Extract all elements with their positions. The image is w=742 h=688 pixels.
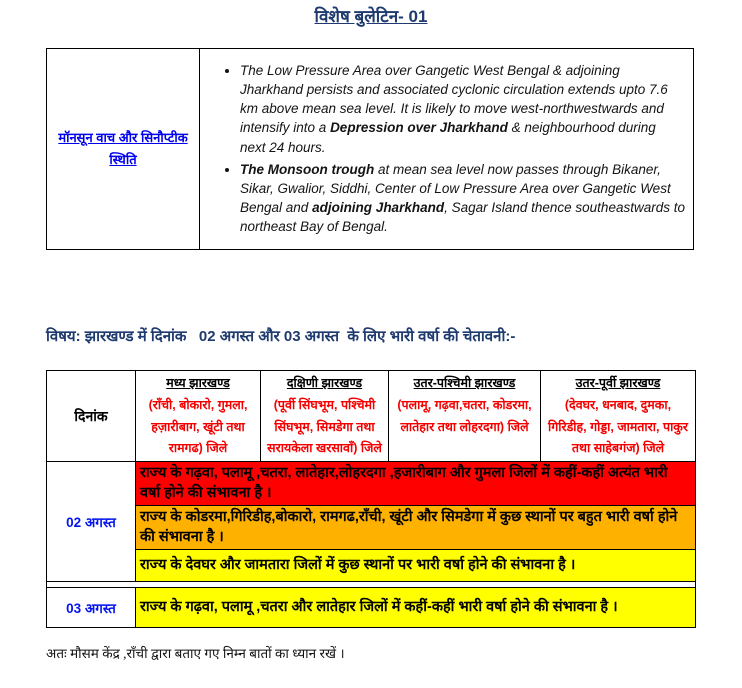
bullet-text-bold: adjoining Jharkhand [312, 200, 445, 216]
warning-cell-heavy: राज्य के गढ़वा, पलामू ,चतरा और लातेहार जिलों में कहीं-कहीं भारी वर्षा होने की संभावना है । [136, 588, 696, 628]
bullet-text-bold: The Monsoon trough [240, 161, 375, 177]
region-title: दक्षिणी झारखण्ड [286, 376, 363, 390]
bullet-text-bold: Depression over Jharkhand [330, 120, 508, 136]
date-column-header: दिनांक [47, 371, 136, 462]
synoptic-bullet [240, 160, 685, 237]
warning-row [47, 550, 696, 582]
warning-cell-very-heavy: राज्य के कोडरमा,गिरिडीह,बोकारो, रामगढ,रॉंची, खूंटी और सिमडेगा में कुछ स्थानों पर बहुत भारी वर्षा होने की संभावना है । [136, 506, 696, 550]
warning-row [47, 588, 696, 628]
bullet-text: , Sagar Island thence southeastwards to northeast Bay of Bengal. [240, 200, 685, 235]
synoptic-table [46, 48, 694, 250]
synoptic-bullet-list [200, 61, 685, 236]
region-column-header [136, 371, 261, 462]
warning-cell-heavy: राज्य के देवघर और जामतारा जिलों में कुछ स्थानों पर भारी वर्षा होने की संभावना है । [136, 550, 696, 582]
region-districts: (पलामू, गढ़वा,चतरा, कोडरमा, लातेहार तथा लोहरदगा) जिले [397, 398, 532, 434]
warning-table-header-row [47, 371, 696, 462]
date-cell: 02 अगस्त [47, 462, 136, 582]
region-column-header [261, 371, 389, 462]
synoptic-bullet [240, 61, 685, 157]
synoptic-content [200, 49, 694, 250]
bullet-text: at mean sea level now passes through Bikaner, Sikar, Gwalior, Siddhi, Center of Low Pressure Area over Gangetic West Bengal and [240, 161, 671, 216]
subject-heading: विषय: झारखण्ड में दिनांक 02 अगस्त और 03 अगस्त के लिए भारी वर्षा की चेतावनी:- [46, 328, 516, 345]
region-districts: (पूर्वी सिंघभूम, पश्चिमी सिंघभूम, सिमडेगा तथा सरायकेला खरसावाँ) जिले [267, 398, 382, 455]
footer-note: अतः मौसम केंद्र ,राँची द्वारा बताए गए निम्न बातों का ध्यान रखें । [46, 646, 345, 661]
synoptic-row [47, 49, 694, 250]
region-title: उतर-पूर्वी झारखण्ड [575, 376, 661, 390]
warning-row [47, 462, 696, 506]
page-title: विशेष बुलेटिन- 01 [314, 7, 428, 26]
synoptic-label: मॉनसून वाच और सिनौप्टीक स्थिति [47, 49, 200, 250]
region-column-header [389, 371, 541, 462]
region-title: उतर-पश्चिमी झारखण्ड [413, 376, 516, 390]
warning-cell-extremely-heavy: राज्य के गढ़वा, पलामू ,चतरा, लातेहार,लोहरदगा ,हजारीबाग और गुमला जिलों में कहीं-कहीं अत्यंत भारी वर्षा होने की संभावना है । [136, 462, 696, 506]
bullet-text: & neighbourhood during next 24 hours. [240, 120, 656, 155]
region-districts: (देवघर, धनबाद, दुमका, गिरिडीह, गोड्डा, जामतारा, पाकुर तथा साहेबगंज) जिले [547, 398, 689, 455]
region-districts: (रॉंची, बोकारो, गुमला, हज़ारीबाग, खूंटी तथा रामगढ) जिले [148, 398, 248, 455]
bullet-text: The Low Pressure Area over Gangetic West Bengal & adjoining Jharkhand persists and associated cyclonic circulation extends upto 7.6 km above mean sea level. It is likely to move west-northwestwards and intensify into a [240, 63, 668, 136]
warning-row [47, 506, 696, 550]
warning-table [46, 370, 696, 628]
region-title: मध्य झारखण्ड [166, 376, 230, 390]
date-cell: 03 अगस्त [47, 588, 136, 628]
region-column-header [541, 371, 696, 462]
